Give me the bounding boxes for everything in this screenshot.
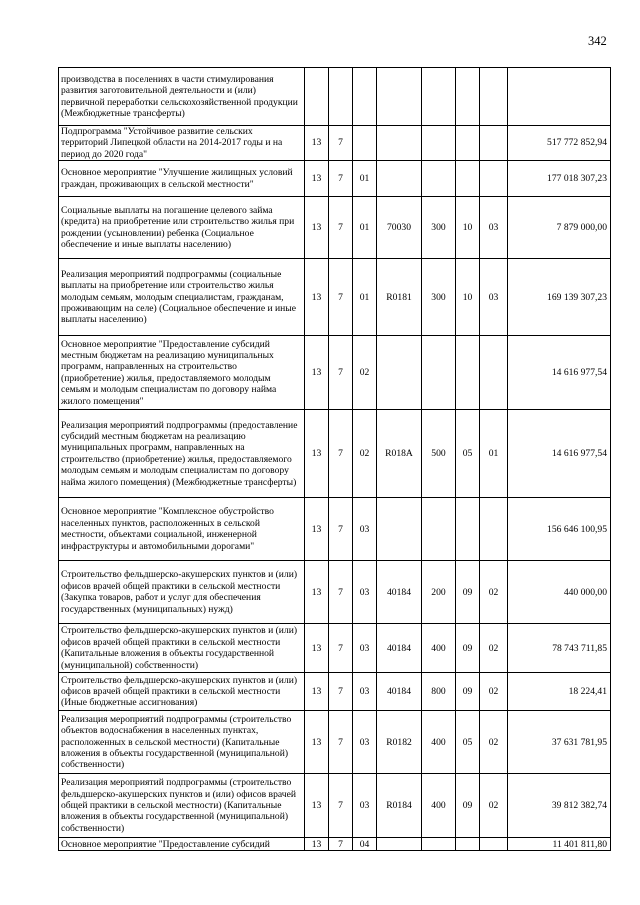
row-description: Строительство фельдшерско-акушерских пунктов и (или) офисов врачей общей практики в сельской местности (Иные бюджетные ассигнования) [59,673,305,711]
code-cell: 03 [480,259,508,336]
row-description: Строительство фельдшерско-акушерских пунктов и (или) офисов врачей общей практики в сельской местности (Капитальные вложения в объекты государственной (муниципальной) собственности) [59,624,305,673]
amount-cell: 177 018 307,23 [508,161,611,197]
code-cell [377,498,422,561]
table-row [59,838,611,851]
code-cell [456,126,480,161]
code-cell: 7 [329,336,353,410]
code-cell: 7 [329,561,353,624]
amount-cell: 440 000,00 [508,561,611,624]
code-cell [480,126,508,161]
code-cell: 7 [329,624,353,673]
code-cell: 02 [353,336,377,410]
code-cell [422,498,456,561]
table-row [59,161,611,197]
row-description: Подпрограмма "Устойчивое развитие сельских территорий Липецкой области на 2014-2017 годы и на период до 2020 года" [59,126,305,161]
code-cell: 03 [353,774,377,838]
code-cell [305,68,329,126]
code-cell: 09 [456,561,480,624]
amount-cell: 7 879 000,00 [508,197,611,259]
code-cell: 7 [329,126,353,161]
row-description: Основное мероприятие "Комплексное обустройство населенных пунктов, расположенных в сельской местности, объектами социальной, инженерной инфраструктуры и автомобильными дорогами" [59,498,305,561]
code-cell: 03 [480,197,508,259]
table-row [59,561,611,624]
amount-cell: 78 743 711,85 [508,624,611,673]
code-cell: 13 [305,711,329,774]
code-cell: 13 [305,498,329,561]
row-description: Реализация мероприятий подпрограммы (строительство фельдшерско-акушерских пунктов и (или) офисов врачей общей практики в сельской местности) (Капитальные вложения в объекты государственной (муниципальной) собственности) [59,774,305,838]
code-cell: 13 [305,624,329,673]
code-cell [456,161,480,197]
table-row [59,624,611,673]
code-cell: 03 [353,673,377,711]
code-cell: 13 [305,410,329,498]
table-row [59,197,611,259]
amount-cell: 39 812 382,74 [508,774,611,838]
code-cell: 10 [456,197,480,259]
code-cell: 02 [480,711,508,774]
amount-cell: 517 772 852,94 [508,126,611,161]
code-cell: 13 [305,774,329,838]
code-cell [377,126,422,161]
row-description: Реализация мероприятий подпрограммы (социальные выплаты на приобретение или строительство жилья молодым семьям, молодым специалистам, гражданам, проживающим на селе) (Социальное обеспечение и иные выплаты населению) [59,259,305,336]
amount-cell: 11 401 811,80 [508,838,611,851]
code-cell: R018A [377,410,422,498]
code-cell: 02 [480,673,508,711]
code-cell [377,68,422,126]
code-cell: 300 [422,197,456,259]
code-cell: 02 [353,410,377,498]
code-cell: 13 [305,197,329,259]
code-cell: 01 [353,161,377,197]
code-cell [456,838,480,851]
table-row [59,774,611,838]
code-cell: 13 [305,838,329,851]
row-description: Реализация мероприятий подпрограммы (строительство объектов водоснабжения в населенных пунктах, расположенных в сельской местности) (Капитальные вложения в объекты государственной (муниципальной) собственности) [59,711,305,774]
amount-cell [508,68,611,126]
code-cell: 7 [329,498,353,561]
code-cell: 13 [305,336,329,410]
code-cell: R0182 [377,711,422,774]
code-cell [377,336,422,410]
code-cell: 400 [422,711,456,774]
row-description: Основное мероприятие "Улучшение жилищных условий граждан, проживающих в сельской местности" [59,161,305,197]
page-number: 342 [588,34,607,48]
code-cell: 400 [422,774,456,838]
code-cell: 03 [353,561,377,624]
code-cell: 02 [480,561,508,624]
code-cell [480,336,508,410]
code-cell: 03 [353,624,377,673]
code-cell [353,68,377,126]
code-cell [456,68,480,126]
code-cell: 40184 [377,624,422,673]
row-description: Строительство фельдшерско-акушерских пунктов и (или) офисов врачей общей практики в сельской местности (Закупка товаров, работ и услуг для обеспечения государственных (муниципальных) нужд) [59,561,305,624]
code-cell [456,336,480,410]
code-cell: R0184 [377,774,422,838]
table-row [59,711,611,774]
code-cell: 10 [456,259,480,336]
code-cell: 13 [305,673,329,711]
code-cell: 7 [329,673,353,711]
code-cell: R0181 [377,259,422,336]
table-row [59,126,611,161]
code-cell [480,498,508,561]
amount-cell: 14 616 977,54 [508,410,611,498]
code-cell [377,161,422,197]
row-description: Основное мероприятие "Предоставление субсидий [59,838,305,851]
code-cell: 01 [480,410,508,498]
row-description: Социальные выплаты на погашение целевого займа (кредита) на приобретение или строительство жилья при рождении (усыновлении) ребенка (Социальное обеспечение и иные выплаты населению) [59,197,305,259]
code-cell: 40184 [377,673,422,711]
code-cell [422,126,456,161]
code-cell: 05 [456,711,480,774]
code-cell: 09 [456,673,480,711]
code-cell [329,68,353,126]
budget-table [58,67,611,851]
code-cell [353,126,377,161]
code-cell: 400 [422,624,456,673]
code-cell: 40184 [377,561,422,624]
table-row [59,259,611,336]
code-cell [480,161,508,197]
code-cell: 500 [422,410,456,498]
code-cell: 13 [305,259,329,336]
code-cell: 13 [305,161,329,197]
amount-cell: 37 631 781,95 [508,711,611,774]
code-cell: 800 [422,673,456,711]
code-cell: 05 [456,410,480,498]
code-cell [377,838,422,851]
code-cell: 02 [480,774,508,838]
code-cell [422,161,456,197]
amount-cell: 18 224,41 [508,673,611,711]
code-cell: 7 [329,161,353,197]
row-description: производства в поселениях в части стимулирования развития заготовительной деятельности и (или) первичной переработки сельскохозяйственной продукции (Межбюджетные трансферты) [59,68,305,126]
amount-cell: 169 139 307,23 [508,259,611,336]
code-cell: 03 [353,498,377,561]
row-description: Реализация мероприятий подпрограммы (предоставление субсидий местным бюджетам на реализацию муниципальных программ, направленных на строительство (приобретение) жилья, предоставляемого молодым семьям и молодым специалистам по договору найма жилого помещения) (Межбюджетные трансферты) [59,410,305,498]
code-cell: 13 [305,126,329,161]
table-row [59,410,611,498]
code-cell: 70030 [377,197,422,259]
code-cell: 01 [353,259,377,336]
code-cell [422,838,456,851]
code-cell: 7 [329,410,353,498]
row-description: Основное мероприятие "Предоставление субсидий местным бюджетам на реализацию муниципальных программ, направленных на строительство (приобретение) жилья, предоставляемого молодым семьям и молодым специалистам по договору найма жилого помещения" [59,336,305,410]
amount-cell: 14 616 977,54 [508,336,611,410]
code-cell [422,68,456,126]
code-cell: 01 [353,197,377,259]
code-cell: 7 [329,711,353,774]
code-cell: 7 [329,774,353,838]
code-cell [480,68,508,126]
table-row [59,336,611,410]
code-cell: 7 [329,197,353,259]
code-cell [480,838,508,851]
code-cell: 7 [329,838,353,851]
code-cell: 09 [456,774,480,838]
code-cell: 03 [353,711,377,774]
code-cell: 09 [456,624,480,673]
code-cell [456,498,480,561]
code-cell: 04 [353,838,377,851]
code-cell: 13 [305,561,329,624]
table-row [59,68,611,126]
code-cell: 200 [422,561,456,624]
code-cell: 7 [329,259,353,336]
code-cell: 02 [480,624,508,673]
amount-cell: 156 646 100,95 [508,498,611,561]
table-row [59,498,611,561]
code-cell: 300 [422,259,456,336]
code-cell [422,336,456,410]
table-row [59,673,611,711]
